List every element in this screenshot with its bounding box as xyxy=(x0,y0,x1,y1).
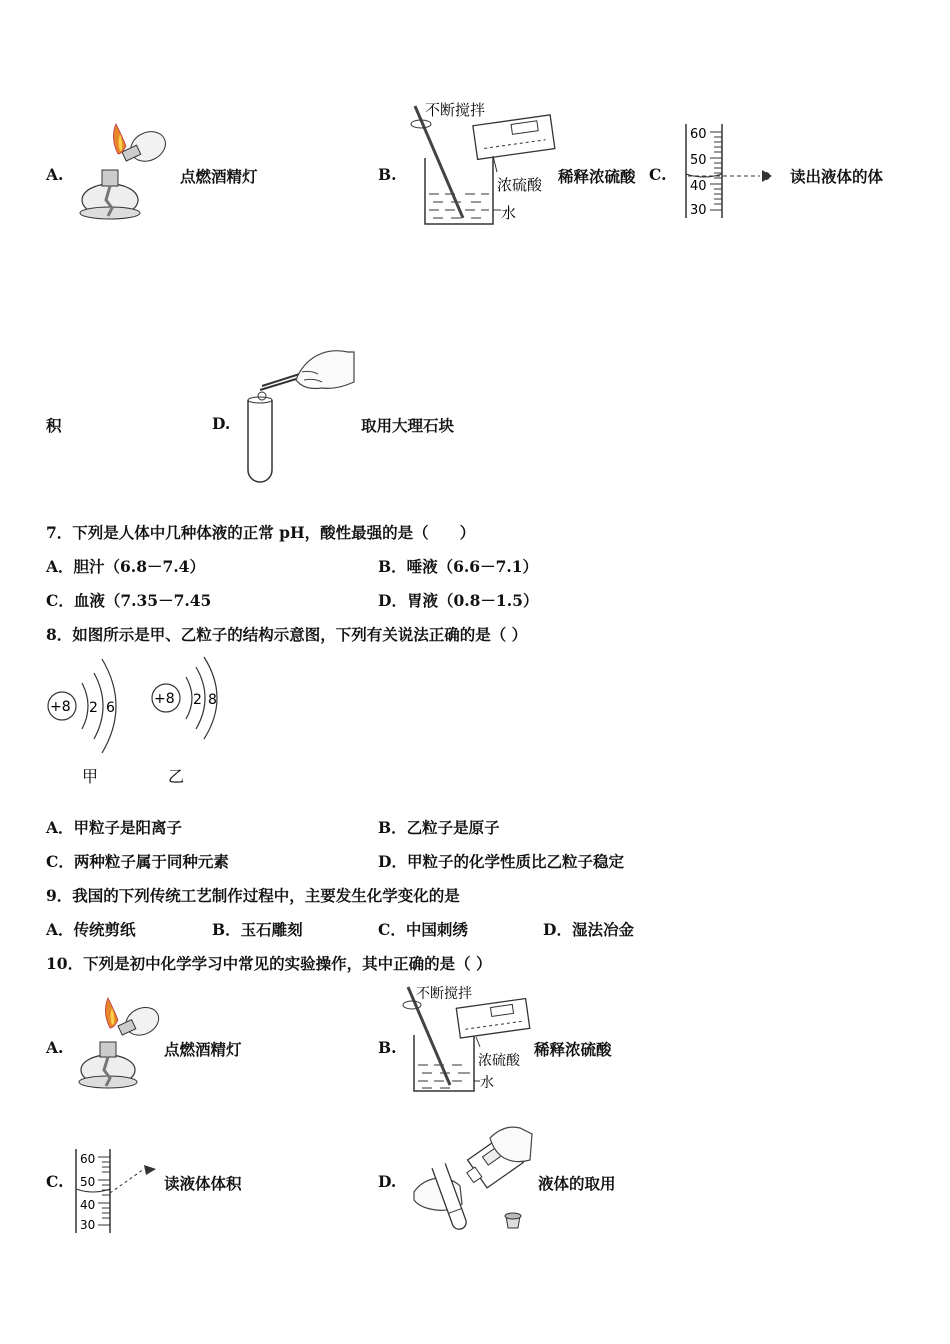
q10-option-c-caption: 读液体体积 xyxy=(164,1174,242,1193)
jia-label: 甲 xyxy=(82,767,99,786)
q8-option-b: B．乙粒子是原子 xyxy=(378,818,500,837)
yi-label: 乙 xyxy=(168,767,185,786)
fig-b-acid-label: 浓硫酸 xyxy=(497,176,543,194)
yi-nucleus: +8 xyxy=(154,691,175,707)
fig-b-stir-label: 不断搅拌 xyxy=(425,101,486,119)
particle-structure-figure xyxy=(40,655,240,790)
particle-jia xyxy=(48,659,116,753)
q9-option-c: C．中国刺绣 xyxy=(378,920,468,939)
particle-yi xyxy=(152,657,217,739)
q7-option-a: A．胆汁（6.8－7.4） xyxy=(46,557,205,576)
fig-b2-stir-label: 不断搅拌 xyxy=(416,986,472,1002)
q10-option-d-letter: D. xyxy=(378,1172,397,1191)
q9-option-a: A．传统剪纸 xyxy=(46,920,136,939)
take-marble-figure xyxy=(240,346,358,486)
dilute-sulfuric-acid-figure-2 xyxy=(400,983,532,1095)
q8-stem: 8．如图所示是甲、乙粒子的结构示意图，下列有关说法正确的是（ ） xyxy=(46,625,528,644)
q6-option-c-caption-cont: 积 xyxy=(46,416,62,435)
cyl-tick-60: 60 xyxy=(690,127,707,142)
yi-shell2: 8 xyxy=(208,692,217,708)
yi-shell1: 2 xyxy=(193,692,202,708)
graduated-cylinder-reading-figure xyxy=(680,120,790,220)
q10-option-b-caption: 稀释浓硫酸 xyxy=(534,1040,612,1059)
q10-option-a-caption: 点燃酒精灯 xyxy=(164,1040,242,1059)
q7-option-b: B．唾液（6.6－7.1） xyxy=(378,557,539,576)
q6-option-a-caption: 点燃酒精灯 xyxy=(180,167,258,186)
q7-stem: 7．下列是人体中几种体液的正常 pH，酸性最强的是（ ） xyxy=(46,523,476,542)
cyl2-tick-30: 30 xyxy=(80,1218,96,1232)
q10-option-b-letter: B. xyxy=(378,1038,397,1057)
q7-option-d: D．胃液（0.8－1.5） xyxy=(378,591,539,610)
q6-option-c-letter: C. xyxy=(649,165,667,184)
jia-shell1: 2 xyxy=(89,700,98,716)
q10-option-c-letter: C. xyxy=(46,1172,64,1191)
q6-option-d-caption: 取用大理石块 xyxy=(361,416,455,435)
jia-nucleus: +8 xyxy=(50,699,71,715)
q9-stem: 9．我国的下列传统工艺制作过程中，主要发生化学变化的是 xyxy=(46,886,460,905)
q6-option-b-letter: B. xyxy=(378,165,397,184)
q9-option-b: B．玉石雕刻 xyxy=(212,920,303,939)
graduated-cylinder-reading-figure-2 xyxy=(70,1145,165,1237)
cyl-tick-50: 50 xyxy=(690,153,707,168)
cyl2-tick-50: 50 xyxy=(80,1175,96,1189)
q6-option-b-caption: 稀释浓硫酸 xyxy=(558,167,636,186)
q9-option-d: D．湿法冶金 xyxy=(543,920,634,939)
q6-option-a-letter: A. xyxy=(46,165,64,184)
q6-option-c-caption: 读出液体的体 xyxy=(790,167,884,186)
dilute-sulfuric-acid-figure xyxy=(405,98,557,228)
q8-option-c: C．两种粒子属于同种元素 xyxy=(46,852,229,871)
cyl-tick-40: 40 xyxy=(690,179,707,194)
jia-shell2: 6 xyxy=(106,700,115,716)
q10-option-a-letter: A. xyxy=(46,1038,64,1057)
cyl-tick-30: 30 xyxy=(690,203,707,218)
fig-b2-water-label: 水 xyxy=(480,1075,494,1091)
q7-option-c: C．血液（7.35－7.45 xyxy=(46,591,212,610)
q8-option-a: A．甲粒子是阳离子 xyxy=(46,818,183,837)
cyl2-tick-40: 40 xyxy=(80,1198,96,1212)
q6-option-d-letter: D. xyxy=(212,414,231,433)
cyl2-tick-60: 60 xyxy=(80,1152,96,1166)
fig-b2-acid-label: 浓硫酸 xyxy=(478,1053,520,1069)
q10-option-d-caption: 液体的取用 xyxy=(538,1174,616,1193)
liquid-pouring-figure xyxy=(408,1120,538,1240)
fig-b-water-label: 水 xyxy=(501,204,517,222)
q10-stem: 10．下列是初中化学学习中常见的实验操作，其中正确的是（ ） xyxy=(46,954,492,973)
q8-option-d: D．甲粒子的化学性质比乙粒子稳定 xyxy=(378,852,624,871)
alcohol-lamp-lighting-figure-2 xyxy=(70,992,165,1092)
alcohol-lamp-lighting-figure xyxy=(70,118,175,223)
